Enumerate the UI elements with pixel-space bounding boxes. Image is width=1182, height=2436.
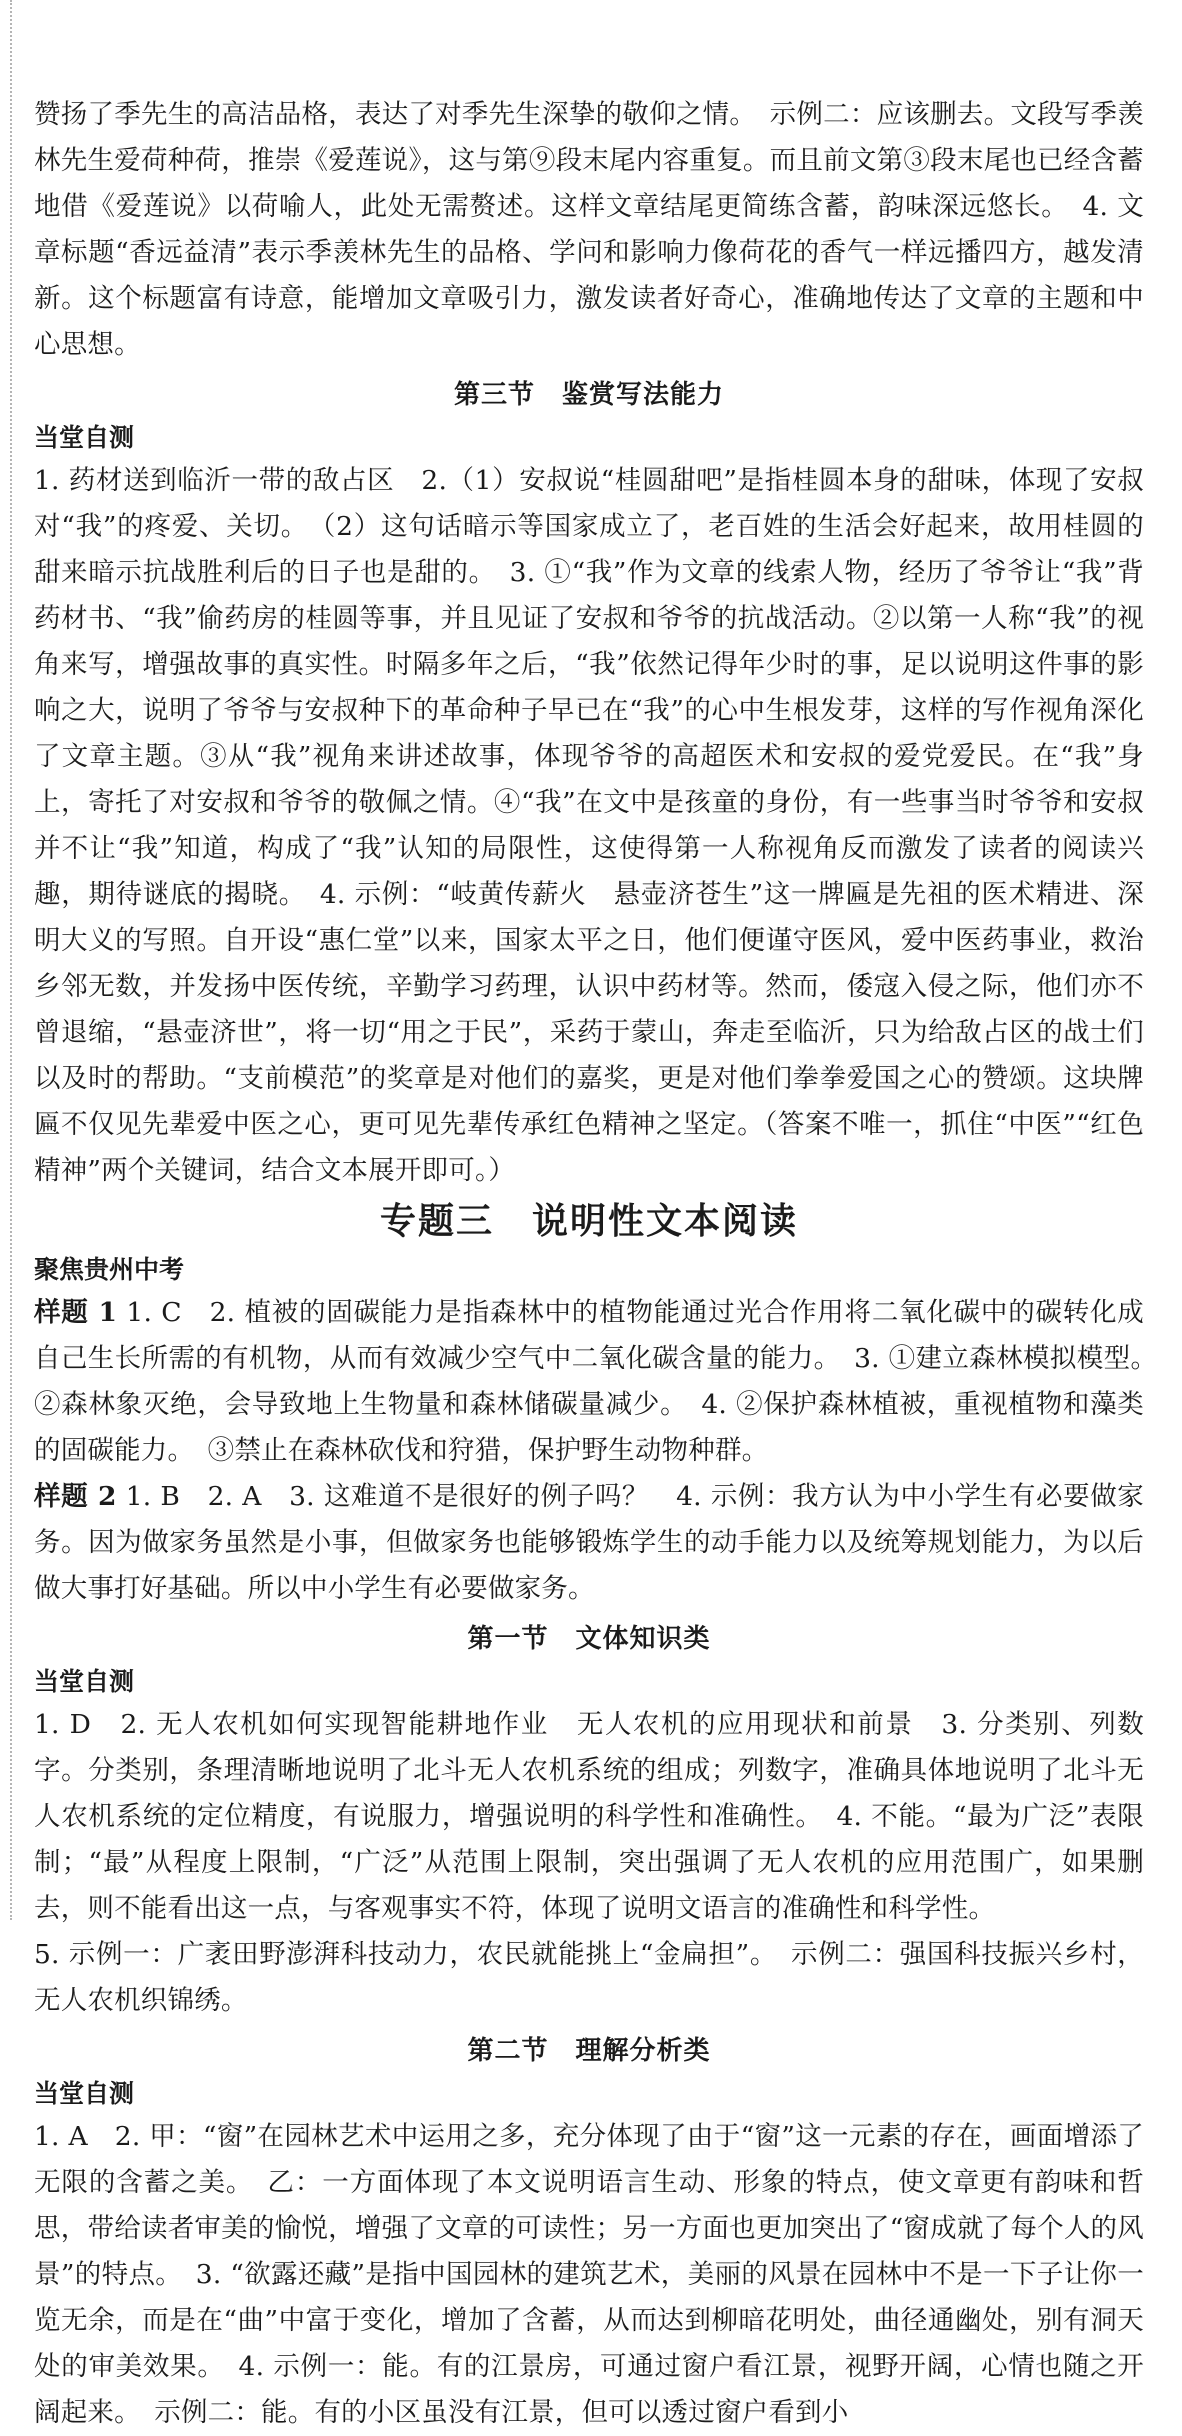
section1-heading: 当堂自测 [34,1667,135,1696]
section3-heading: 当堂自测 [34,423,135,452]
sample2-paragraph [34,1474,1144,1612]
section1-answer5: 5. 示例一：广袤田野澎湃科技动力，农民就能挑上“金扁担”。 示例二：强国科技振兴乡村，无人农机织锦绣。 [34,1939,1144,2016]
binding-margin-line [10,0,12,1920]
section1-answers: 1. D 2. 无人农机如何实现智能耕地作业 无人农机的应用现状和前景 3. 分类别、列数字。分类别，条理清晰地说明了北斗无人农机系统的组成；列数字，准确具体地说明了北斗无人农机系统的定位精度，有说服力，增强说明的科学性和准确性。 4. 不能。“最为广泛”表限制；“最”从程度上限制，“广泛”从范围上限制，突出强调了无人农机的应用范围广，如果删去，则不能看出这一点，与客观事实不符，体现了说明文语言的准确性和科学性。 [34,1709,1144,1924]
section-title-genre-knowledge: 第一节 文体知识类 [467,1624,711,1654]
answer-page [34,92,1171,2436]
intro-paragraph: 赞扬了季先生的高洁品格，表达了对季先生深挚的敬仰之情。 示例二：应该删去。文段写季羡林先生爱荷种荷，推崇《爱莲说》，这与第⑨段末尾内容重复。而且前文第③段末尾也已经含蓄地借《爱莲说》以荷喻人，此处无需赘述。这样文章结尾更简练含蓄，韵味深远悠长。 4. 文章标题“香远益清”表示季羡林先生的品格、学问和影响力像荷花的香气一样远播四方，越发清新。这个标题富有诗意，能增加文章吸引力，激发读者好奇心，准确地传达了文章的主题和中心思想。 [34,99,1144,360]
sample2-answers: 1. B 2. A 3. 这难道不是很好的例子吗？ 4. 示例：我方认为中小学生有必要做家务。因为做家务虽然是小事，但做家务也能够锻炼学生的动手能力以及统筹规划能力，为以后做大事打好基础。所以中小学生有必要做家务。 [34,1481,1145,1604]
section2-answers: 1. A 2. 甲：“窗”在园林艺术中运用之多，充分体现了由于“窗”这一元素的存在，画面增添了无限的含蓄之美。 乙：一方面体现了本文说明语言生动、形象的特点，使文章更有韵味和哲思，带给读者审美的愉悦，增强了文章的可读性；另一方面也更加突出了“窗成就了每个人的风景”的特点。 3. “欲露还藏”是指中国园林的建筑艺术，美丽的风景在园林中不是一下子让你一览无余，而是在“曲”中富于变化，增加了含蓄，从而达到柳暗花明处，曲径通幽处，别有洞天处的审美效果。 4. 示例一：能。有的江景房，可通过窗户看江景，视野开阔，心情也随之开阔起来。 示例二：能。有的小区虽没有江景，但可以透过窗户看到小 [34,2121,1144,2428]
sample1-label: 样题 1 [34,1297,118,1328]
topic-title-expository: 专题三 说明性文本阅读 [379,1201,798,1242]
sample1-answers: 1. C 2. 植被的固碳能力是指森林中的植物能通过光合作用将二氧化碳中的碳转化成自己生长所需的有机物，从而有效减少空气中二氧化碳含量的能力。 3. ①建立森林模拟模型。 ②森林象灭绝，会导致地上生物量和森林储碳量减少。 4. ②保护森林植被，重视植物和藻类的固碳能力。 ③禁止在森林砍伐和狩猎，保护野生动物种群。 [34,1297,1171,1466]
section-title-appreciation: 第三节 鉴赏写法能力 [453,380,724,410]
sample2-label: 样题 2 [34,1481,117,1512]
sample1-paragraph [34,1290,1171,1474]
section3-answers: 1. 药材送到临沂一带的敌占区 2.（1）安叔说“桂圆甜吧”是指桂圆本身的甜味，体现了安叔对“我”的疼爱、关切。 （2）这句话暗示等国家成立了，老百姓的生活会好起来，故用桂圆的甜来暗示抗战胜利后的日子也是甜的。 3. ①“我”作为文章的线索人物，经历了爷爷让“我”背药材书、“我”偷药房的桂圆等事，并且见证了安叔和爷爷的抗战活动。②以第一人称“我”的视角来写，增强故事的真实性。时隔多年之后，“我”依然记得年少时的事，足以说明这件事的影响之大，说明了爷爷与安叔种下的革命种子早已在“我”的心中生根发芽，这样的写作视角深化了文章主题。③从“我”视角来讲述故事，体现爷爷的高超医术和安叔的爱党爱民。在“我”身上，寄托了对安叔和爷爷的敬佩之情。④“我”在文中是孩童的身份，有一些事当时爷爷和安叔并不让“我”知道，构成了“我”认知的局限性，这使得第一人称视角反而激发了读者的阅读兴趣，期待谜底的揭晓。 4. 示例：“岐黄传薪火 悬壶济苍生”这一牌匾是先祖的医术精进、深明大义的写照。自开设“惠仁堂”以来，国家太平之日，他们便谨守医风，爱中医药事业，救治乡邻无数，并发扬中医传统，辛勤学习药理，认识中药材等。然而，倭寇入侵之际，他们亦不曾退缩，“悬壶济世”，将一切“用之于民”，采药于蒙山，奔走至临沂，只为给敌占区的战士们以及时的帮助。“支前模范”的奖章是对他们的嘉奖，更是对他们拳拳爱国之心的赞颂。这块牌匾不仅见先辈爱中医之心，更可见先辈传承红色精神之坚定。（答案不唯一，抓住“中医”“红色精神”两个关键词，结合文本展开即可。） [34,465,1144,1186]
section2-heading: 当堂自测 [34,2079,135,2108]
topic3-heading: 聚焦贵州中考 [34,1255,185,1284]
section-title-comprehension: 第二节 理解分析类 [467,2036,711,2066]
